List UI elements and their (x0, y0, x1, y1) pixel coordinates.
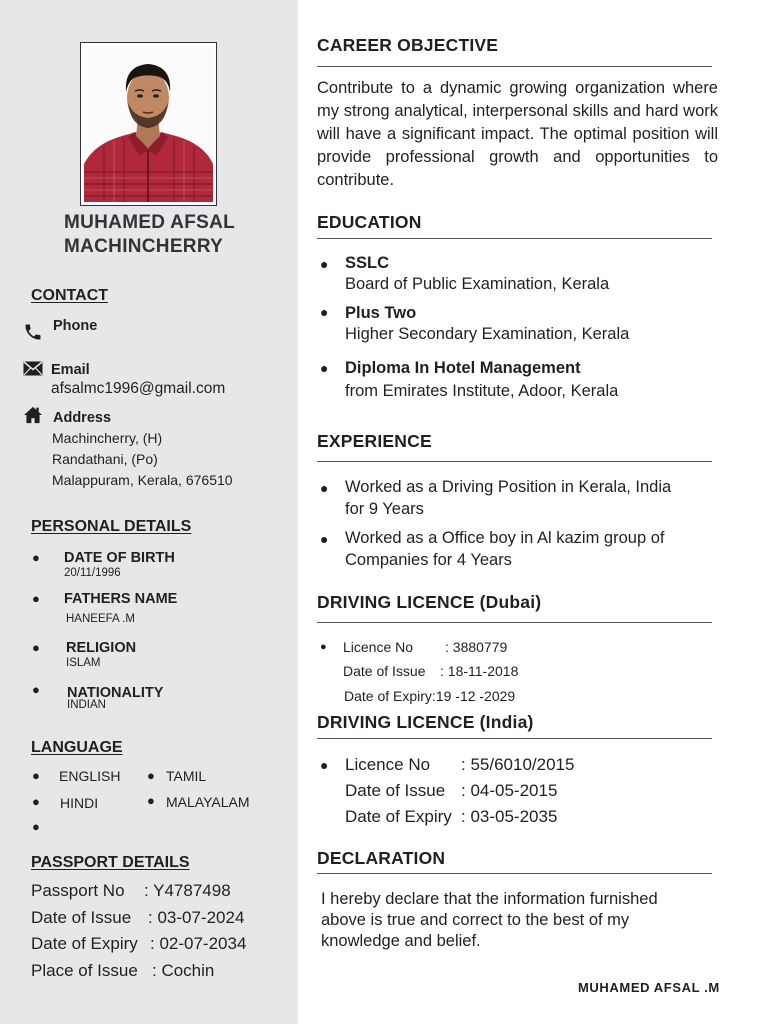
career-objective-heading: CAREER OBJECTIVE (317, 35, 499, 55)
address-line-1: Machincherry, (H) (52, 430, 163, 446)
nationality-value: INDIAN (67, 699, 106, 711)
bullet: ● (32, 794, 40, 809)
passport-issue-value: : 03-07-2024 (148, 908, 245, 927)
career-objective-text: Contribute to a dynamic growing organization where my strong analytical, interpersonal skills and hard work will have a significant impact. The optimal position will provide professional growth and opportunities to contribute. (317, 79, 718, 189)
dob-label: DATE OF BIRTH (64, 550, 175, 566)
divider (317, 738, 712, 739)
profile-photo-frame (80, 42, 217, 206)
education-diploma-title: Diploma In Hotel Management (345, 359, 581, 377)
experience-1-line-1: Worked as a Driving Position in Kerala, India (345, 478, 672, 496)
bullet: ● (320, 757, 329, 773)
phone-icon (23, 322, 43, 340)
driving-licence-dubai-heading: DRIVING LICENCE (Dubai) (317, 592, 542, 612)
name-line-2: MACHINCHERRY (64, 236, 224, 257)
passport-place-row (31, 961, 214, 981)
bullet: ● (32, 640, 40, 655)
bullet: ● (320, 480, 329, 496)
bullet: ● (32, 591, 40, 606)
dubai-issue-value: : 18-11-2018 (440, 663, 519, 679)
bullet: ● (320, 641, 327, 653)
divider (317, 622, 712, 623)
bullet: ● (320, 360, 329, 376)
passport-no-row (31, 881, 231, 901)
divider (317, 66, 712, 67)
passport-expiry-label: Date of Expiry (31, 934, 138, 953)
passport-place-label: Place of Issue (31, 961, 138, 980)
profile-photo (84, 46, 213, 202)
phone-label: Phone (53, 318, 98, 334)
driving-licence-india-heading: DRIVING LICENCE (India) (317, 712, 534, 732)
dubai-licence-no-label: Licence No (343, 639, 414, 655)
bullet: ● (147, 793, 155, 808)
fathers-name-value: HANEEFA .M (66, 613, 136, 625)
bullet: ● (32, 550, 40, 565)
india-issue-label: Date of Issue (345, 781, 446, 800)
declaration-line-1: I hereby declare that the information furnished (321, 890, 658, 908)
address-label: Address (53, 410, 112, 426)
passport-expiry-value: : 02-07-2034 (150, 934, 247, 953)
language-hindi: HINDI (60, 795, 99, 811)
divider (317, 873, 712, 874)
experience-heading: EXPERIENCE (317, 431, 432, 451)
education-plus-two-title: Plus Two (345, 304, 417, 322)
dubai-issue-label: Date of Issue (343, 663, 426, 679)
education-sslc-title: SSLC (345, 254, 390, 272)
language-malayalam: MALAYALAM (166, 794, 250, 810)
religion-label: RELIGION (66, 640, 137, 656)
name-line-1: MUHAMED AFSAL (64, 212, 236, 233)
religion-value: ISLAM (66, 657, 101, 669)
experience-2-line-1: Worked as a Office boy in Al kazim group of (345, 529, 665, 547)
bullet: ● (147, 768, 155, 783)
passport-place-value: : Cochin (152, 961, 215, 980)
experience-1-line-2: for 9 Years (345, 500, 424, 518)
india-licence-no-label: Licence No (345, 755, 431, 774)
email-label: Email (51, 362, 90, 378)
home-icon (23, 406, 43, 424)
passport-no-label: Passport No (31, 881, 125, 900)
dob-value: 20/11/1996 (64, 567, 121, 579)
nationality-label: NATIONALITY (67, 685, 164, 701)
declaration-heading: DECLARATION (317, 848, 446, 868)
signature-name: MUHAMED AFSAL .M (578, 980, 720, 995)
education-diploma-detail: from Emirates Institute, Adoor, Kerala (345, 382, 619, 400)
declaration-line-2: above is true and correct to the best of my (321, 911, 630, 929)
personal-details-heading: PERSONAL DETAILS (31, 518, 192, 535)
address-line-3: Malappuram, Kerala, 676510 (52, 472, 233, 488)
sidebar (0, 0, 298, 1024)
dubai-expiry: Date of Expiry:19 -12 -2029 (344, 688, 516, 704)
divider (317, 461, 712, 462)
declaration-line-3: knowledge and belief. (321, 932, 481, 950)
bullet: ● (320, 531, 329, 547)
bullet: ● (32, 819, 40, 834)
email-icon (23, 361, 43, 379)
india-licence-no-value: : 55/6010/2015 (461, 755, 575, 774)
language-tamil: TAMIL (166, 768, 207, 784)
language-heading: LANGUAGE (31, 739, 123, 756)
passport-issue-label: Date of Issue (31, 908, 132, 927)
education-plus-two-detail: Higher Secondary Examination, Kerala (345, 325, 630, 343)
india-issue-value: : 04-05-2015 (461, 781, 558, 800)
email-value[interactable]: afsalmc1996@gmail.com (51, 380, 226, 397)
bullet: ● (320, 256, 329, 272)
address-line-2: Randathani, (Po) (52, 451, 158, 467)
bullet: ● (32, 682, 40, 697)
language-english: ENGLISH (59, 768, 121, 784)
passport-expiry-row (31, 934, 246, 954)
bullet: ● (320, 304, 329, 320)
education-sslc-detail: Board of Public Examination, Kerala (345, 275, 610, 293)
passport-heading: PASSPORT DETAILS (31, 854, 190, 871)
passport-no-value: : Y4787498 (144, 881, 231, 900)
divider (317, 238, 712, 239)
passport-issue-row (31, 908, 244, 928)
experience-2-line-2: Companies for 4 Years (345, 551, 512, 569)
india-expiry-label: Date of Expiry (345, 807, 452, 826)
dubai-licence-no-value: : 3880779 (445, 639, 508, 655)
fathers-name-label: FATHERS NAME (64, 591, 178, 607)
contact-heading: CONTACT (31, 287, 109, 304)
bullet: ● (32, 768, 40, 783)
education-heading: EDUCATION (317, 212, 422, 232)
india-expiry-value: : 03-05-2035 (461, 807, 558, 826)
